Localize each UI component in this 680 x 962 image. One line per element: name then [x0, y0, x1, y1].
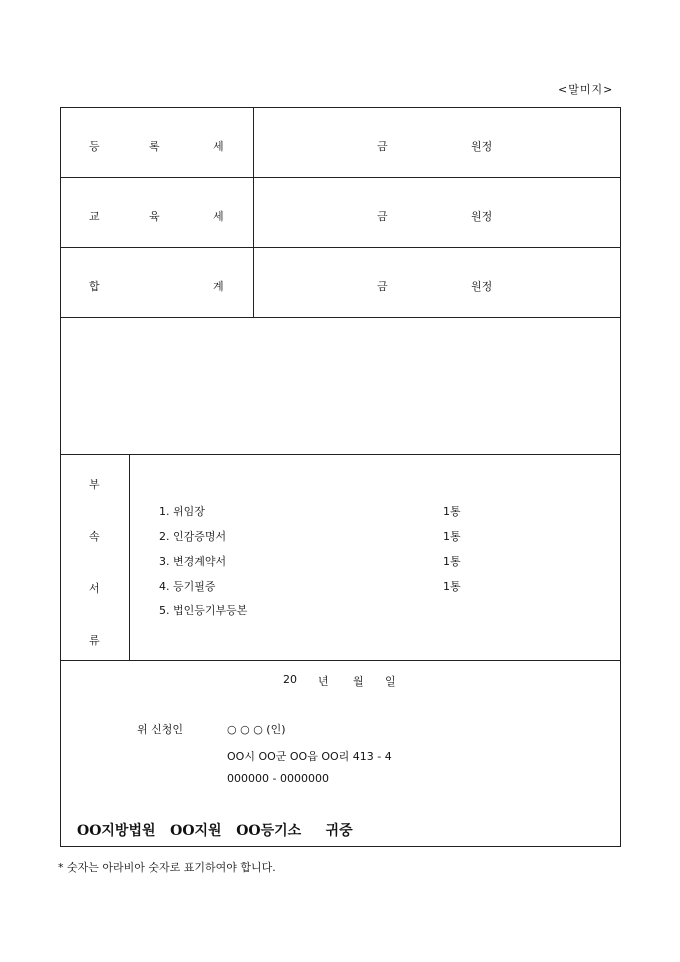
addressee-registry: OO등기소 — [236, 823, 302, 839]
amount-suffix: 원정 — [471, 140, 493, 153]
attachment-item-qty: 1통 — [443, 530, 461, 543]
row-label-char: 합 — [89, 280, 100, 293]
attachments-label-char: 서 — [89, 582, 100, 595]
amount-prefix: 금 — [377, 280, 388, 293]
row-label-char: 등 — [89, 140, 100, 153]
applicant-id-number: 000000 - 0000000 — [227, 772, 329, 785]
row-divider — [61, 177, 620, 178]
applicant-address: OO시 OO군 OO읍 OO리 413 - 4 — [227, 750, 392, 763]
amount-suffix: 원정 — [471, 280, 493, 293]
attachment-item-name: 5. 법인등기부등본 — [159, 604, 248, 617]
attachment-item-name: 3. 변경계약서 — [159, 555, 227, 568]
row-label-char: 교 — [89, 210, 100, 223]
addressee-honorific: 귀중 — [325, 823, 353, 839]
amount-prefix: 금 — [377, 210, 388, 223]
column-divider — [253, 108, 254, 317]
attachments-label-char: 속 — [89, 530, 100, 543]
amount-suffix: 원정 — [471, 210, 493, 223]
addressee-branch: OO지원 — [170, 823, 222, 839]
date-day: 일 — [385, 675, 396, 688]
date-year: 년 — [318, 675, 329, 688]
amount-prefix: 금 — [377, 140, 388, 153]
row-label-char: 계 — [213, 280, 224, 293]
applicant-label: 위 신청인 — [137, 723, 184, 736]
attachment-item-qty: 1통 — [443, 555, 461, 568]
date-month: 월 — [353, 675, 364, 688]
footnote: * 숫자는 아라비아 숫자로 표기하여야 합니다. — [58, 861, 276, 874]
attachment-item-name: 2. 인감증명서 — [159, 530, 227, 543]
addressee-court: OO지방법원 — [77, 823, 156, 839]
row-divider — [61, 247, 620, 248]
addressee-line — [77, 820, 353, 840]
attachments-label-char: 부 — [89, 478, 100, 491]
row-label-char: 세 — [213, 210, 224, 223]
attachment-item-name: 1. 위임장 — [159, 505, 205, 518]
date-year-prefix: 20 — [283, 673, 297, 686]
row-label-char: 육 — [149, 210, 160, 223]
registration-form — [60, 107, 621, 847]
row-label-char: 록 — [149, 140, 160, 153]
attachment-item-name: 4. 등기필증 — [159, 580, 216, 593]
row-divider — [61, 317, 620, 318]
column-divider — [129, 454, 130, 660]
row-divider — [61, 660, 620, 661]
row-divider — [61, 454, 620, 455]
applicant-name: ○ ○ ○ (인) — [227, 723, 286, 736]
page-label: <말미지> — [558, 83, 614, 96]
attachment-item-qty: 1통 — [443, 580, 461, 593]
attachments-label-char: 류 — [89, 634, 100, 647]
attachment-item-qty: 1통 — [443, 505, 461, 518]
row-label-char: 세 — [213, 140, 224, 153]
